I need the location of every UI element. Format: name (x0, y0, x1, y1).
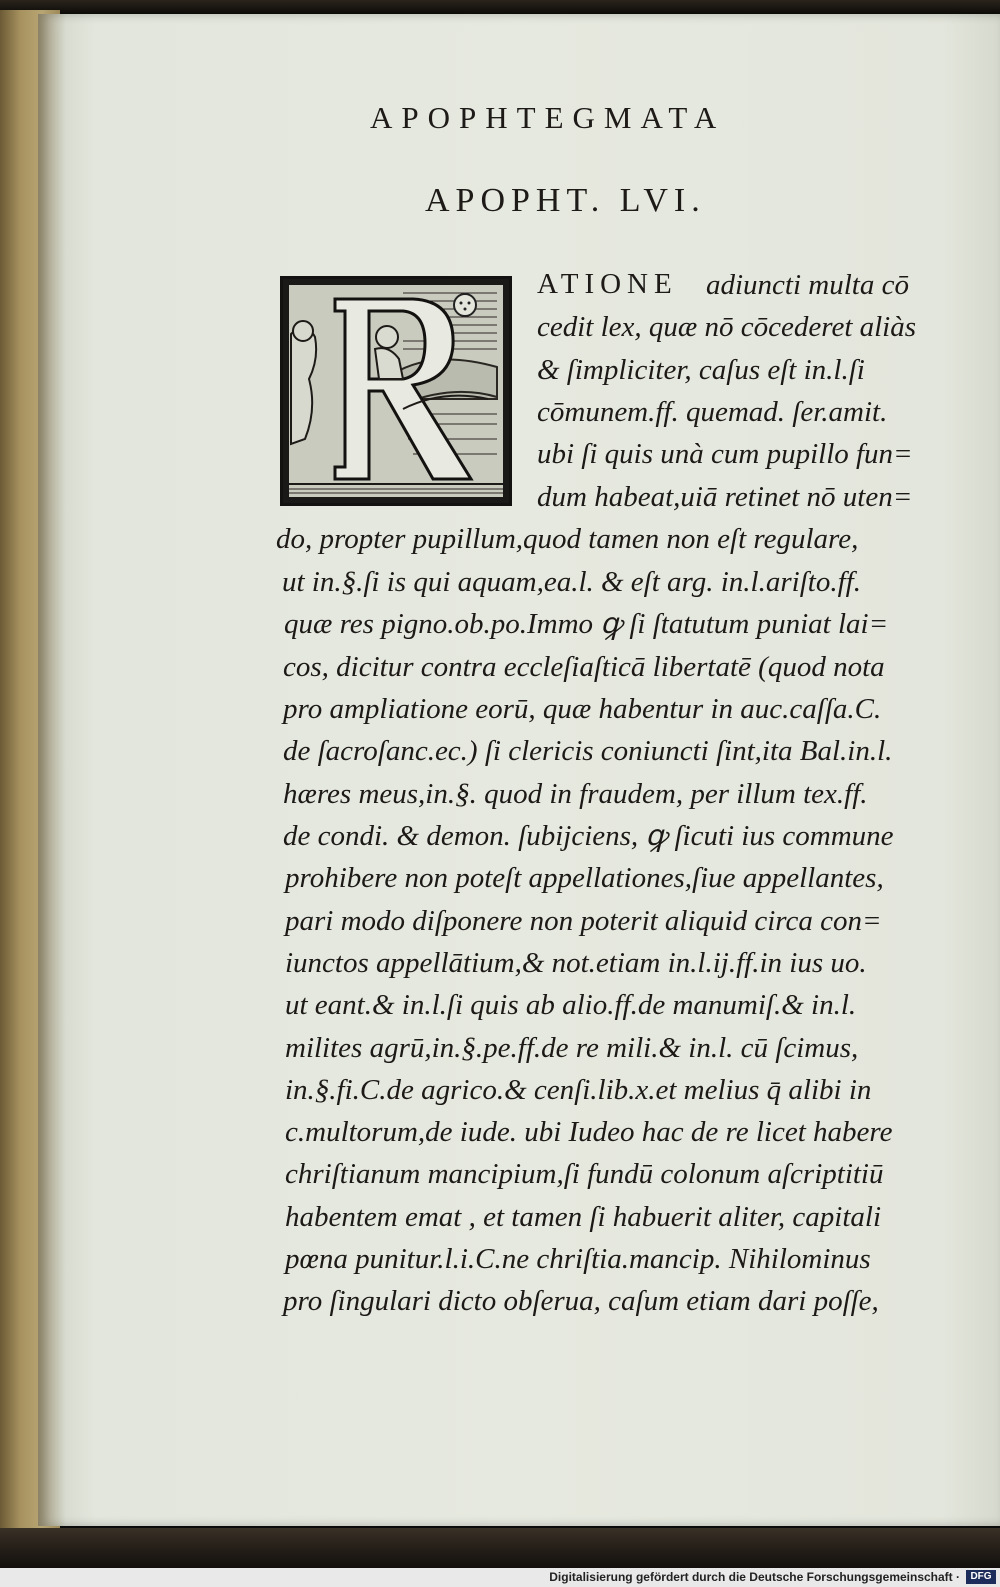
funding-credit: Digitalisierung gefördert durch die Deutsche Forschungsgemeinschaft · (549, 1570, 960, 1584)
book-bottom-edge (0, 1528, 1000, 1568)
text-line: do, propter pupillum,quod tamen non eſt regulare, (276, 523, 859, 555)
woodcut-initial-image (283, 279, 509, 503)
decorated-initial-woodcut (280, 276, 512, 506)
text-line: de ſacroſanc.ec.) ſi clericis coniuncti ſint,ita Bal.in.l. (283, 735, 893, 767)
text-line: adiuncti multa cō (706, 269, 909, 301)
text-line: de condi. & demon. ſubijciens, ꝙ ſicuti ius commune (283, 820, 894, 852)
initial-word-rest: ATIONE (537, 268, 678, 300)
text-line: iunctos appellātium,& not.etiam in.l.ij.ff.in ius uo. (285, 947, 867, 979)
text-line: pro ſingulari dicto obſerua, caſum etiam dari poſſe, (283, 1285, 879, 1317)
text-line: ut eant.& in.l.ſi quis ab alio.ff.de manumiſ.& in.l. (285, 989, 857, 1021)
text-line: & ſimpliciter, caſus eſt in.l.ſi (537, 354, 865, 386)
text-line: pari modo diſponere non poterit aliquid circa con= (285, 905, 882, 937)
text-line: c.multorum,de iude. ubi Iudeo hac de re licet habere (285, 1116, 893, 1148)
text-line: cōmunem.ff. quemad. ſer.amit. (537, 396, 888, 428)
text-line: pœna punitur.l.i.C.ne chriſtia.mancip. Nihilominus (285, 1243, 871, 1275)
text-line: chriſtianum mancipium,ſi fundū colonum aſcriptitiū (285, 1158, 884, 1190)
text-line: milites agrū,in.§.pe.ff.de re mili.& in.l. cū ſcimus, (285, 1032, 859, 1064)
chapter-heading: APOPHT. LVI. (425, 182, 706, 219)
dfg-logo: DFG (966, 1570, 996, 1584)
text-line: in.§.fi.C.de agrico.& cenſi.lib.x.et melius q̄ alibi in (285, 1074, 872, 1106)
text-line: prohibere non poteſt appellationes,ſiue appellantes, (285, 862, 884, 894)
text-line: cedit lex, quæ nō cōcederet aliàs (537, 311, 917, 343)
text-line: quæ res pigno.ob.po.Immo ꝙ ſi ſtatutum puniat lai= (284, 608, 889, 640)
text-line: pro ampliatione eorū, quæ habentur in auc.caſſa.C. (283, 693, 882, 725)
text-line: hæres meus,in.§. quod in fraudem, per illum tex.ff. (283, 778, 868, 810)
text-line: ut in.§.ſi is qui aquam,ea.l. & eſt arg. in.l.ariſto.ff. (282, 566, 861, 598)
text-line: cos, dicitur contra eccleſiaſticā libertatē (quod nota (283, 651, 885, 683)
text-line: dum habeat,uiā retinet nō uten= (537, 481, 913, 513)
book-top-edge (0, 0, 1000, 14)
text-line: ubi ſi quis unà cum pupillo fun= (537, 438, 913, 470)
text-line: habentem emat , et tamen ſi habuerit aliter, capitali (285, 1201, 882, 1233)
running-title: APOPHTEGMATA (370, 100, 726, 135)
digitization-footer (0, 1568, 1000, 1587)
